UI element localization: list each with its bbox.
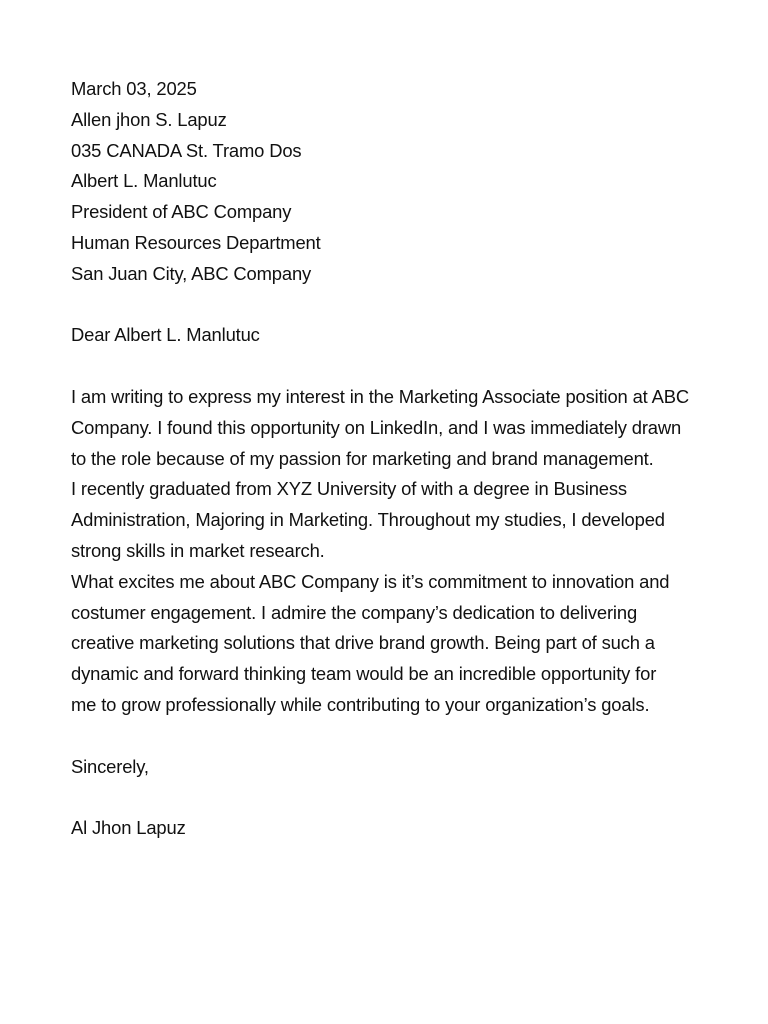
body-line-11: me to grow professionally while contributing to your organization’s goals. xyxy=(71,693,650,715)
closing: Sincerely, xyxy=(71,755,149,777)
body-line-7: What excites me about ABC Company is it’s commitment to innovation and xyxy=(71,570,670,592)
salutation: Dear Albert L. Manlutuc xyxy=(71,324,260,346)
blank-line xyxy=(71,721,751,752)
sender-name: Allen jhon S. Lapuz xyxy=(71,108,227,130)
body-line-3: to the role because of my passion for marketing and brand management. xyxy=(71,447,654,469)
blank-line xyxy=(71,351,751,382)
sender-address: 035 CANADA St. Tramo Dos xyxy=(71,139,302,161)
body-line-1: I am writing to express my interest in the Marketing Associate position at ABC xyxy=(71,385,689,407)
recipient-title: President of ABC Company xyxy=(71,201,292,223)
body-line-2: Company. I found this opportunity on LinkedIn, and I was immediately drawn xyxy=(71,416,682,438)
body-line-6: strong skills in market research. xyxy=(71,539,325,561)
recipient-department: Human Resources Department xyxy=(71,231,321,253)
signature-name: Al Jhon Lapuz xyxy=(71,817,186,839)
body-line-9: creative marketing solutions that drive brand growth. Being part of such a xyxy=(71,632,655,654)
blank-line xyxy=(71,290,751,321)
letter-date: March 03, 2025 xyxy=(71,78,197,99)
recipient-location: San Juan City, ABC Company xyxy=(71,262,312,284)
recipient-name: Albert L. Manlutuc xyxy=(71,170,217,192)
body-line-4: I recently graduated from XYZ University of with a degree in Business xyxy=(71,478,627,500)
body-line-5: Administration, Majoring in Marketing. Throughout my studies, I developed xyxy=(71,509,665,531)
blank-line xyxy=(71,782,751,813)
body-line-10: dynamic and forward thinking team would be an incredible opportunity for xyxy=(71,663,657,685)
body-line-8: costumer engagement. I admire the company’s dedication to delivering xyxy=(71,601,638,623)
letter-body xyxy=(71,74,751,844)
